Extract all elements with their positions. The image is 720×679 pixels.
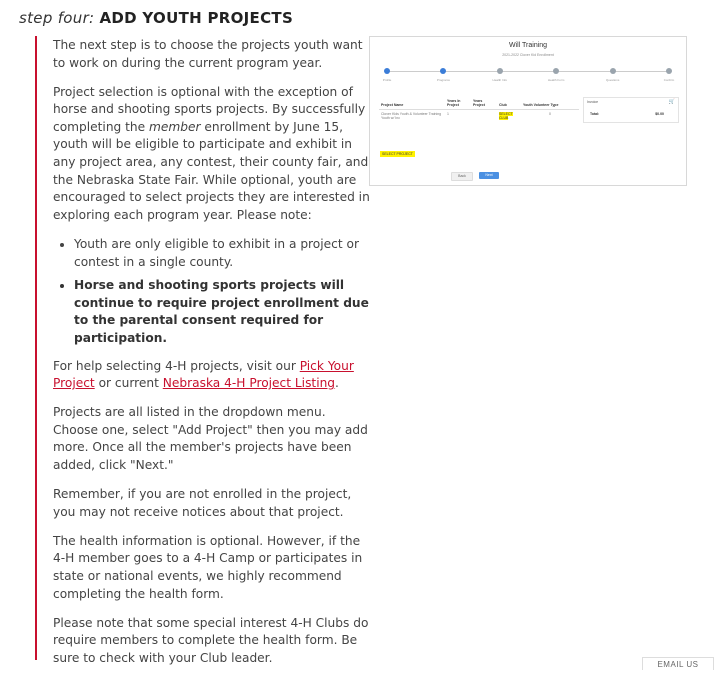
step-label: Confirm [663, 78, 675, 82]
section-heading [19, 9, 293, 27]
column-header: Youth Volunteer Type [521, 97, 579, 110]
step-label: Health Form [547, 78, 565, 82]
text: For help selecting 4-H projects, visit our [53, 358, 300, 373]
table-cell [471, 110, 497, 123]
step-content [53, 37, 371, 679]
club-select: SELECT CLUB [499, 112, 513, 120]
column-header: Years In Project [445, 97, 471, 110]
paragraph-intro: The next step is to choose the projects youth want to work on during the current program year. [53, 38, 363, 70]
select-project-button: SELECT PROJECT [382, 152, 413, 156]
column-header: Project Name [379, 97, 445, 110]
step-dot [666, 68, 672, 74]
table-cell: Clover Kids Youth & Volunteer Training Youth w/ Inc [381, 112, 442, 120]
list-item: • Youth are only eligible to exhibit in a project or contest in a single county. [74, 236, 371, 271]
step-label: Programs [436, 78, 450, 82]
step-label: Health Info [492, 78, 508, 82]
cart-icon: 🛒 [668, 99, 675, 105]
paragraph-remember: Remember, if you are not enrolled in the project, you may not receive notices about that project. [53, 487, 352, 519]
step-title: ADD YOUTH PROJECTS [99, 9, 294, 27]
paragraph-dropdown: Projects are all listed in the dropdown menu. Choose one, select "Add Project" then you may add more. Once all the member's projects have been added, click "Next." [53, 405, 368, 472]
paragraph-clubs: Please note that some special interest 4-H Clubs do require members to complete the health form. Be sure to check with your Club leader. [53, 615, 369, 665]
paragraph-selection [53, 84, 371, 225]
notes-list [53, 236, 371, 348]
step-dot [440, 68, 446, 74]
pick-your-project-link[interactable]: Pick Your Project [53, 358, 354, 391]
table-cell: 0 [549, 112, 551, 116]
invoice-panel [583, 97, 679, 123]
email-us-tab[interactable]: EMAIL US [642, 657, 714, 670]
invoice-title: Invoice [587, 100, 599, 104]
column-header: Years Project [471, 97, 497, 110]
text: enrollment by June 15, youth will be eligible to participate and exhibit in any project area, any contest, their county fair, and the Nebraska State Fair. While optional, youth are encouraged to select projects they are interested in exploring each program year. Please note: [53, 119, 370, 222]
step-label: Questions [605, 78, 620, 82]
step-dot [384, 68, 390, 74]
column-header: Club [497, 97, 521, 110]
progress-track [387, 71, 669, 72]
list-item: • Horse and shooting sports projects will continue to require project enrollment due to the parental consent required for participation. [74, 277, 371, 347]
step-dot [610, 68, 616, 74]
emphasis-member: member [149, 119, 201, 134]
step-dot [553, 68, 559, 74]
paragraph-health: The health information is optional. However, if the 4-H member goes to a 4-H Camp or participates in state or national events, we highly recommend completing the health form. [53, 533, 363, 601]
screenshot-title: Will Training [508, 42, 548, 49]
next-button: Next [479, 172, 499, 179]
text: . [335, 376, 339, 391]
enrollment-screenshot [369, 36, 687, 186]
step-label: step four: [19, 9, 95, 27]
invoice-total-label: Total: [590, 112, 600, 116]
invoice-total-value: $0.00 [655, 112, 664, 116]
text: or current [94, 376, 163, 391]
back-button: Back [451, 172, 473, 181]
table-cell [497, 110, 521, 123]
text: Project selection is optional with the exception of horse and shooting sports projects. By successfully completing the [53, 84, 366, 134]
project-listing-link[interactable]: Nebraska 4-H Project Listing [162, 376, 336, 391]
screenshot-subtitle: 2021-2022 Clover Kid Enrollment [502, 53, 554, 57]
table-header-row [379, 97, 579, 110]
paragraph-help [53, 358, 371, 393]
project-table [379, 97, 579, 122]
step-label: Profile [382, 78, 392, 82]
table-cell: 1 [447, 112, 449, 116]
table-row [379, 110, 579, 123]
accent-rule [35, 36, 37, 660]
step-dot [497, 68, 503, 74]
